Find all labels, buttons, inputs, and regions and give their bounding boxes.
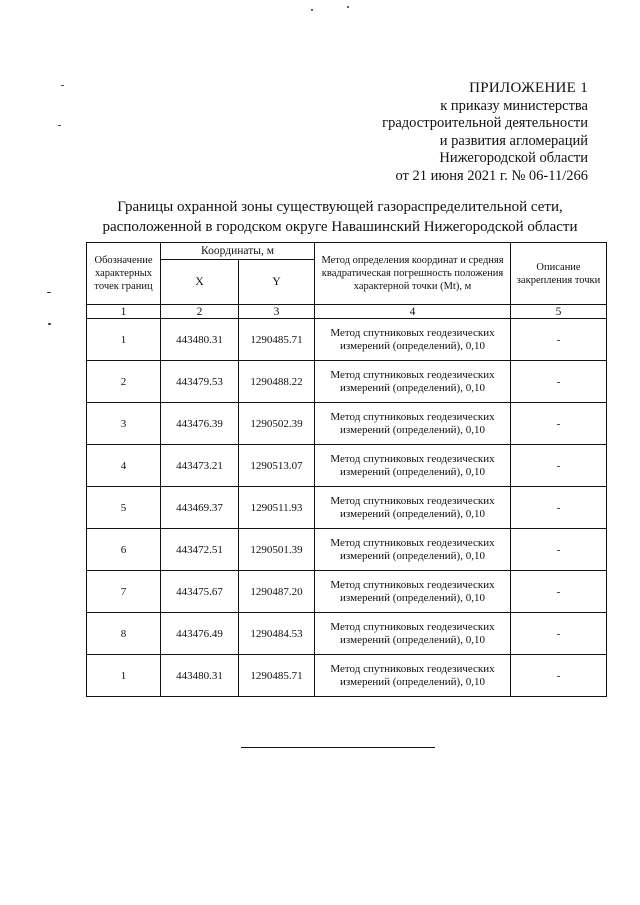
table-row bbox=[87, 445, 607, 487]
coord-x: 443472.51 bbox=[161, 529, 239, 571]
scan-speck bbox=[311, 9, 313, 11]
point-id: 3 bbox=[87, 403, 161, 445]
coord-x: 443476.39 bbox=[161, 403, 239, 445]
fixing-text: - bbox=[511, 571, 607, 613]
closing-divider bbox=[241, 747, 435, 748]
scan-speck bbox=[61, 85, 64, 86]
coord-y: 1290513.07 bbox=[239, 445, 315, 487]
coord-y: 1290484.53 bbox=[239, 613, 315, 655]
column-number: 1 bbox=[87, 305, 161, 319]
table-row bbox=[87, 403, 607, 445]
fixing-text: - bbox=[511, 529, 607, 571]
scan-speck bbox=[347, 6, 349, 8]
coord-x: 443476.49 bbox=[161, 613, 239, 655]
coord-x: 443480.31 bbox=[161, 319, 239, 361]
coord-y: 1290485.71 bbox=[239, 319, 315, 361]
fixing-text: - bbox=[511, 319, 607, 361]
scan-speck bbox=[47, 292, 51, 293]
fixing-text: - bbox=[511, 655, 607, 697]
point-id: 8 bbox=[87, 613, 161, 655]
coord-y: 1290487.20 bbox=[239, 571, 315, 613]
column-number: 5 bbox=[511, 305, 607, 319]
appendix-date-line: от 21 июня 2021 г. № 06-11/266 bbox=[395, 167, 588, 184]
coord-y: 1290501.39 bbox=[239, 529, 315, 571]
fixing-text: - bbox=[511, 361, 607, 403]
table-row bbox=[87, 361, 607, 403]
point-id: 6 bbox=[87, 529, 161, 571]
title-line-1: Границы охранной зоны существующей газораспределительной сети, bbox=[117, 199, 563, 215]
point-id: 1 bbox=[87, 319, 161, 361]
coord-x: 443469.37 bbox=[161, 487, 239, 529]
column-number: 2 bbox=[161, 305, 239, 319]
point-id: 5 bbox=[87, 487, 161, 529]
method-text: Метод спутниковых геодезических измерений (определений), 0,10 bbox=[315, 487, 511, 529]
coordinates-table bbox=[86, 242, 607, 697]
coord-y: 1290502.39 bbox=[239, 403, 315, 445]
method-text: Метод спутниковых геодезических измерений (определений), 0,10 bbox=[315, 319, 511, 361]
method-text: Метод спутниковых геодезических измерений (определений), 0,10 bbox=[315, 529, 511, 571]
point-id: 1 bbox=[87, 655, 161, 697]
header-designation: Обозначение характерных точек границ bbox=[87, 243, 161, 305]
fixing-text: - bbox=[511, 487, 607, 529]
table-row bbox=[87, 571, 607, 613]
scan-speck bbox=[58, 125, 61, 126]
method-text: Метод спутниковых геодезических измерений (определений), 0,10 bbox=[315, 361, 511, 403]
appendix-block bbox=[382, 80, 588, 185]
fixing-text: - bbox=[511, 403, 607, 445]
coord-y: 1290488.22 bbox=[239, 361, 315, 403]
title-line-2: расположенной в городском округе Навашинский Нижегородской области bbox=[102, 219, 578, 235]
coord-y: 1290511.93 bbox=[239, 487, 315, 529]
coord-y: 1290485.71 bbox=[239, 655, 315, 697]
appendix-line: градостроительной деятельности bbox=[382, 115, 588, 131]
column-number: 3 bbox=[239, 305, 315, 319]
coord-x: 443480.31 bbox=[161, 655, 239, 697]
method-text: Метод спутниковых геодезических измерений (определений), 0,10 bbox=[315, 613, 511, 655]
header-method: Метод определения координат и средняя квадратическая погрешность положения характерной точки (Mt), м bbox=[315, 243, 511, 305]
point-id: 7 bbox=[87, 571, 161, 613]
column-number-row bbox=[87, 305, 607, 319]
header-y: Y bbox=[239, 260, 315, 305]
point-id: 4 bbox=[87, 445, 161, 487]
table-row bbox=[87, 613, 607, 655]
header-x: X bbox=[161, 260, 239, 305]
method-text: Метод спутниковых геодезических измерений (определений), 0,10 bbox=[315, 655, 511, 697]
column-number: 4 bbox=[315, 305, 511, 319]
fixing-text: - bbox=[511, 445, 607, 487]
table-row bbox=[87, 529, 607, 571]
header-coordinates: Координаты, м bbox=[161, 243, 315, 260]
appendix-line: к приказу министерства bbox=[440, 97, 588, 114]
document-title bbox=[60, 197, 620, 237]
scan-speck bbox=[48, 323, 51, 325]
appendix-line: и развития агломераций bbox=[439, 132, 588, 149]
coord-x: 443473.21 bbox=[161, 445, 239, 487]
method-text: Метод спутниковых геодезических измерений (определений), 0,10 bbox=[315, 403, 511, 445]
method-text: Метод спутниковых геодезических измерений (определений), 0,10 bbox=[315, 445, 511, 487]
point-id: 2 bbox=[87, 361, 161, 403]
table-row bbox=[87, 487, 607, 529]
appendix-line: Нижегородской области bbox=[439, 150, 588, 166]
table-row bbox=[87, 655, 607, 697]
coord-x: 443479.53 bbox=[161, 361, 239, 403]
fixing-text: - bbox=[511, 613, 607, 655]
coord-x: 443475.67 bbox=[161, 571, 239, 613]
method-text: Метод спутниковых геодезических измерений (определений), 0,10 bbox=[315, 571, 511, 613]
appendix-heading: ПРИЛОЖЕНИЕ 1 bbox=[469, 80, 588, 96]
table-row bbox=[87, 319, 607, 361]
header-fixing: Описание закрепления точки bbox=[511, 243, 607, 305]
